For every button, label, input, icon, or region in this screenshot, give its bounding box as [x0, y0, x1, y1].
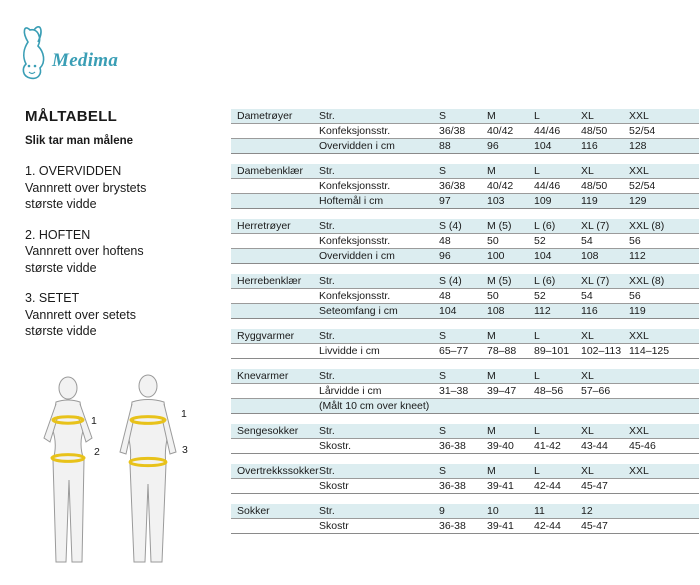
size-value: 48 — [439, 235, 451, 247]
brand-name: Medima — [52, 50, 119, 71]
size-value: L — [534, 165, 540, 177]
size-value: S (4) — [439, 275, 462, 287]
size-value: 52 — [534, 235, 546, 247]
size-value: S — [439, 165, 447, 177]
instructions-panel — [25, 108, 215, 354]
size-value: M — [487, 425, 496, 437]
row-label: Str. — [319, 330, 335, 342]
size-value: M (5) — [487, 220, 512, 232]
row-label: Str. — [319, 110, 335, 122]
size-value: 48 — [439, 290, 451, 302]
size-value: 39-41 — [487, 520, 514, 532]
step-text: Vannrett over hoftens — [25, 244, 144, 258]
size-value: XL — [581, 425, 594, 437]
row-label: Skostr — [319, 480, 349, 492]
size-value: 45-47 — [581, 520, 608, 532]
figure-label-1: 1 — [181, 408, 187, 420]
size-value: 109 — [534, 195, 552, 207]
size-value: S — [439, 465, 447, 477]
body-figures-icon — [20, 372, 190, 572]
size-value: 40/42 — [487, 180, 514, 192]
size-group — [231, 274, 699, 319]
size-value: XXL — [629, 165, 649, 177]
group-name: Herrebenklær — [237, 275, 302, 287]
row-label: Konfeksjonsstr. — [319, 125, 391, 137]
size-group — [231, 424, 699, 454]
size-value: 42-44 — [534, 520, 561, 532]
table-row — [231, 178, 699, 193]
size-value: 103 — [487, 195, 505, 207]
size-value: 52 — [534, 290, 546, 302]
row-label: Konfeksjonsstr. — [319, 180, 391, 192]
size-value: 78–88 — [487, 345, 517, 357]
size-value: 114–125 — [629, 345, 670, 357]
size-value: 31–38 — [439, 385, 469, 397]
size-value: M (5) — [487, 275, 512, 287]
size-value: S — [439, 110, 447, 122]
table-row — [231, 518, 699, 533]
size-value: 36/38 — [439, 125, 466, 137]
size-value: 9 — [439, 505, 445, 517]
size-value: 39-41 — [487, 480, 514, 492]
step-text: største vidde — [25, 324, 97, 338]
size-value: L — [534, 425, 540, 437]
size-value: 119 — [629, 305, 646, 317]
size-value: XL — [581, 330, 594, 342]
size-value: XL (7) — [581, 275, 610, 287]
row-label: Str. — [319, 275, 335, 287]
size-value: L — [534, 330, 540, 342]
table-row — [231, 438, 699, 453]
row-label: Str. — [319, 220, 335, 232]
size-value: S — [439, 370, 447, 382]
measurement-figures — [20, 372, 190, 572]
size-value: L (6) — [534, 275, 556, 287]
table-row — [231, 233, 699, 248]
figure-label-1: 1 — [91, 415, 97, 427]
group-name: Herretrøyer — [237, 220, 291, 232]
size-value: 54 — [581, 235, 593, 247]
row-label: Str. — [319, 465, 335, 477]
size-value: 50 — [487, 235, 499, 247]
size-value: M — [487, 370, 496, 382]
table-row — [231, 274, 699, 288]
size-value: 36/38 — [439, 180, 466, 192]
table-row — [231, 424, 699, 438]
size-value: 10 — [487, 505, 499, 517]
group-name: Dametrøyer — [237, 110, 293, 122]
size-value: XL — [581, 465, 594, 477]
size-value: 119 — [581, 195, 598, 207]
group-name: Knevarmer — [237, 370, 289, 382]
group-name: Sengesokker — [237, 425, 299, 437]
size-value: 36-38 — [439, 440, 466, 452]
group-name: Sokker — [237, 505, 270, 517]
size-value: 112 — [629, 250, 646, 262]
row-label: Str. — [319, 370, 335, 382]
size-value: 56 — [629, 290, 641, 302]
size-value: 44/46 — [534, 125, 561, 137]
size-value: 12 — [581, 505, 593, 517]
size-value: L — [534, 370, 540, 382]
table-row — [231, 248, 699, 263]
size-value: 128 — [629, 140, 647, 152]
table-row — [231, 383, 699, 398]
table-row — [231, 504, 699, 518]
figure-label-3: 3 — [182, 444, 188, 456]
row-label: Str. — [319, 505, 335, 517]
table-row — [231, 123, 699, 138]
size-value: M — [487, 165, 496, 177]
size-value: XXL — [629, 465, 649, 477]
row-label: Livvidde i cm — [319, 345, 380, 357]
table-row — [231, 329, 699, 343]
size-value: 44/46 — [534, 180, 561, 192]
step-text: Vannrett over setets — [25, 307, 136, 322]
size-value: 96 — [487, 140, 499, 152]
group-name: Overtrekkssokker — [237, 465, 319, 477]
size-value: XXL (8) — [629, 275, 665, 287]
size-value: 39-40 — [487, 440, 514, 452]
table-row — [231, 193, 699, 208]
table-row — [231, 303, 699, 318]
size-value: 45-46 — [629, 440, 656, 452]
size-value: 65–77 — [439, 345, 469, 357]
step-chest — [25, 163, 215, 213]
page-title: MÅLTABELL — [25, 108, 118, 125]
row-label: Overvidden i cm — [319, 250, 395, 262]
step-heading: 1. OVERVIDDEN — [25, 164, 122, 178]
table-row — [231, 369, 699, 383]
size-value: 129 — [629, 195, 647, 207]
figure-label-2: 2 — [94, 446, 100, 458]
medima-logo — [18, 22, 119, 82]
size-value: S (4) — [439, 220, 462, 232]
size-value: M — [487, 110, 496, 122]
size-value: XL — [581, 370, 594, 382]
size-value: 36-38 — [439, 480, 466, 492]
row-label: Str. — [319, 165, 335, 177]
size-value: M — [487, 465, 496, 477]
size-value: M — [487, 330, 496, 342]
row-label: Lårvidde i cm — [319, 385, 382, 397]
row-label: Konfeksjonsstr. — [319, 290, 391, 302]
size-value: 48/50 — [581, 180, 608, 192]
group-name: Damebenklær — [237, 165, 303, 177]
size-value: 96 — [439, 250, 451, 262]
size-value: 54 — [581, 290, 593, 302]
size-value: 52/54 — [629, 180, 656, 192]
row-label: Konfeksjonsstr. — [319, 235, 391, 247]
row-label: Skostr — [319, 520, 349, 532]
size-value: 116 — [581, 140, 598, 152]
size-group — [231, 504, 699, 534]
row-label: Skostr. — [319, 440, 352, 452]
size-value: L (6) — [534, 220, 556, 232]
size-value: 43-44 — [581, 440, 608, 452]
size-value: 42-44 — [534, 480, 561, 492]
table-row — [231, 398, 699, 413]
size-value: 116 — [581, 305, 598, 317]
size-value: 41-42 — [534, 440, 561, 452]
step-hip — [25, 227, 215, 277]
size-value: L — [534, 465, 540, 477]
step-seat — [25, 290, 215, 340]
table-row — [231, 109, 699, 123]
size-group — [231, 164, 699, 209]
size-value: XXL (8) — [629, 220, 665, 232]
size-group — [231, 329, 699, 359]
step-text: største vidde — [25, 260, 97, 275]
size-value: S — [439, 425, 447, 437]
size-group — [231, 369, 699, 414]
size-value: XL — [581, 110, 594, 122]
size-value: XXL — [629, 425, 649, 437]
size-value: 108 — [487, 305, 505, 317]
size-value: L — [534, 110, 540, 122]
row-label: (Målt 10 cm over kneet) — [319, 400, 430, 412]
size-value: 108 — [581, 250, 599, 262]
size-value: 48/50 — [581, 125, 608, 137]
size-group — [231, 109, 699, 154]
size-value: 48–56 — [534, 385, 564, 397]
size-value: 57–66 — [581, 385, 611, 397]
size-value: 89–101 — [534, 345, 570, 357]
group-name: Ryggvarmer — [237, 330, 295, 342]
table-row — [231, 478, 699, 493]
page-subtitle: Slik tar man målene — [25, 135, 134, 147]
size-value: 50 — [487, 290, 499, 302]
size-value: XXL — [629, 330, 649, 342]
size-group — [231, 464, 699, 494]
size-value: XXL — [629, 110, 649, 122]
size-value: 52/54 — [629, 125, 656, 137]
size-group — [231, 219, 699, 264]
size-value: 104 — [534, 140, 552, 152]
size-value: 56 — [629, 235, 641, 247]
size-value: 36-38 — [439, 520, 466, 532]
step-text: Vannrett over brystets — [25, 180, 147, 195]
size-value: 104 — [534, 250, 552, 262]
step-heading: 3. SETET — [25, 291, 80, 305]
size-value: 45-47 — [581, 480, 608, 492]
size-value: 102–113 — [581, 345, 622, 357]
size-value: XL — [581, 165, 594, 177]
step-heading: 2. HOFTEN — [25, 227, 91, 242]
size-value: 40/42 — [487, 125, 514, 137]
table-row — [231, 219, 699, 233]
table-row — [231, 138, 699, 153]
size-value: 112 — [534, 305, 551, 317]
table-row — [231, 164, 699, 178]
size-value: 39–47 — [487, 385, 517, 397]
step-text: største vidde — [25, 197, 97, 211]
size-value: 11 — [534, 505, 545, 517]
row-label: Hoftemål i cm — [319, 195, 384, 207]
size-value: S — [439, 330, 447, 342]
row-label: Overvidden i cm — [319, 140, 395, 152]
size-value: 97 — [439, 195, 451, 207]
table-row — [231, 288, 699, 303]
row-label: Str. — [319, 425, 335, 437]
size-table — [231, 109, 699, 544]
row-label: Seteomfang i cm — [319, 305, 398, 317]
table-row — [231, 343, 699, 358]
size-value: 100 — [487, 250, 505, 262]
size-value: XL (7) — [581, 220, 610, 232]
table-row — [231, 464, 699, 478]
size-value: 88 — [439, 140, 451, 152]
size-value: 104 — [439, 305, 457, 317]
